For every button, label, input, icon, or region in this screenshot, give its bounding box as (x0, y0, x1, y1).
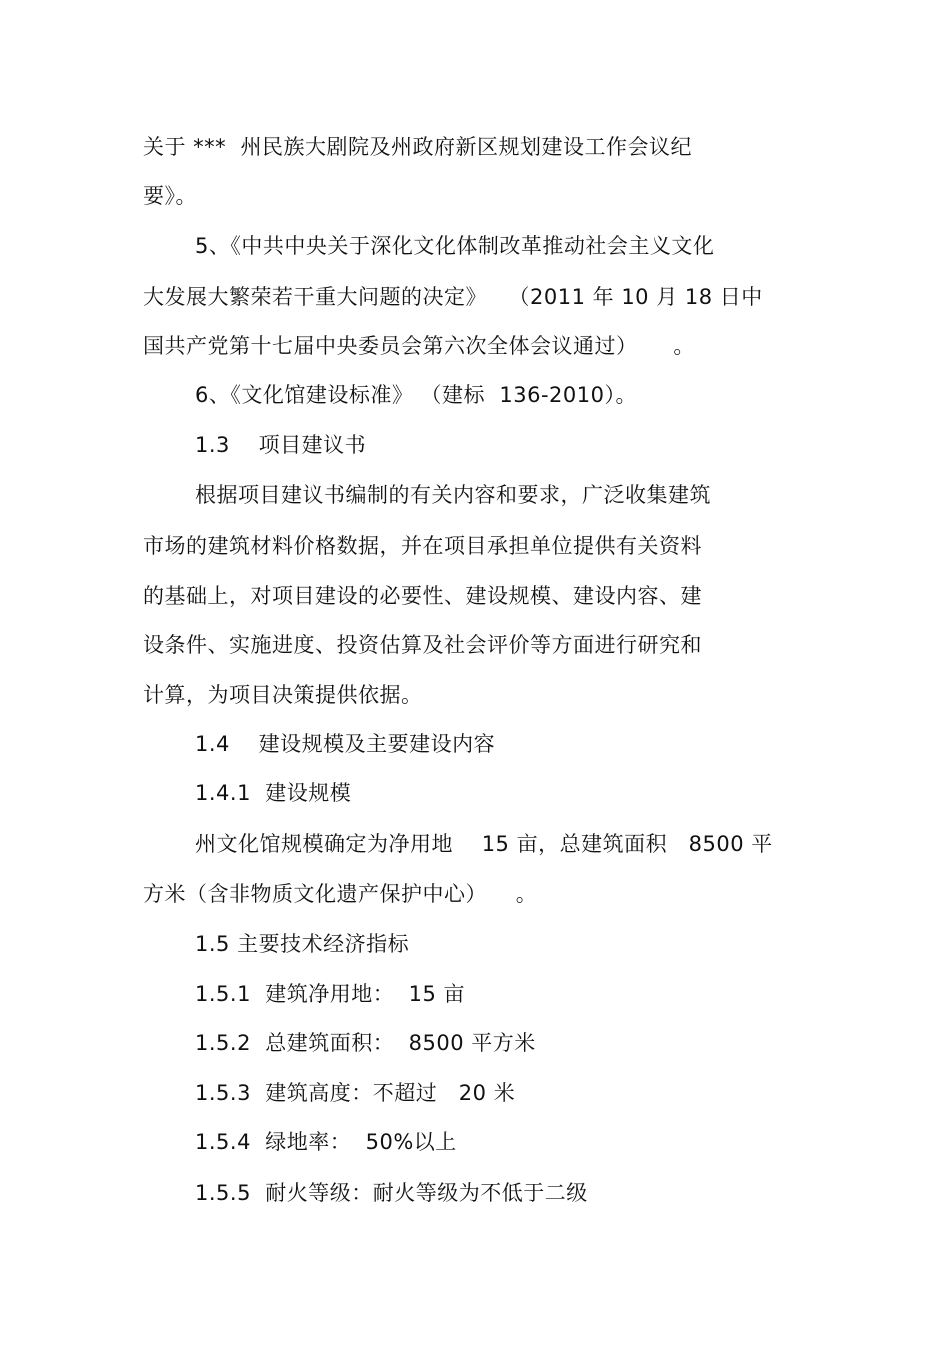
text-line: 6、《文化馆建设标准》 （建标 136-2010）。 (195, 383, 637, 407)
text-line: 大发展大繁荣若干重大问题的决定》 （2011 年 10 月 18 日中 (143, 285, 763, 309)
indicator-item: 1.5.4 绿地率： 50%以上 (195, 1130, 457, 1154)
text-line: 州文化馆规模确定为净用地 15 亩，总建筑面积 8500 平 (195, 832, 773, 856)
text-line: 5、《中共中央关于深化文化体制改革推动社会主义文化 (195, 234, 715, 258)
text-line: 计算，为项目决策提供依据。 (143, 683, 423, 707)
section-heading: 1.5 主要技术经济指标 (195, 932, 410, 956)
indicator-item: 1.5.5 耐火等级：耐火等级为不低于二级 (195, 1181, 588, 1205)
section-heading: 1.4 建设规模及主要建设内容 (195, 732, 496, 756)
text-line: 要》。 (143, 184, 197, 208)
text-line: 方米（含非物质文化遗产保护中心） 。 (143, 882, 538, 906)
subsection-heading: 1.4.1 建设规模 (195, 781, 352, 805)
text-line: 关于 *** 州民族大剧院及州政府新区规划建设工作会议纪 (143, 135, 693, 159)
text-line: 市场的建筑材料价格数据，并在项目承担单位提供有关资料 (143, 534, 702, 558)
indicator-item: 1.5.1 建筑净用地： 15 亩 (195, 982, 466, 1006)
text-line: 根据项目建议书编制的有关内容和要求，广泛收集建筑 (195, 483, 711, 507)
text-line: 的基础上，对项目建设的必要性、建设规模、建设内容、建 (143, 584, 702, 608)
text-line: 设条件、实施进度、投资估算及社会评价等方面进行研究和 (143, 633, 702, 657)
indicator-item: 1.5.3 建筑高度：不超过 20 米 (195, 1081, 516, 1105)
indicator-item: 1.5.2 总建筑面积： 8500 平方米 (195, 1031, 536, 1055)
text-line: 国共产党第十七届中央委员会第六次全体会议通过） 。 (143, 334, 695, 358)
section-heading: 1.3 项目建议书 (195, 433, 367, 457)
